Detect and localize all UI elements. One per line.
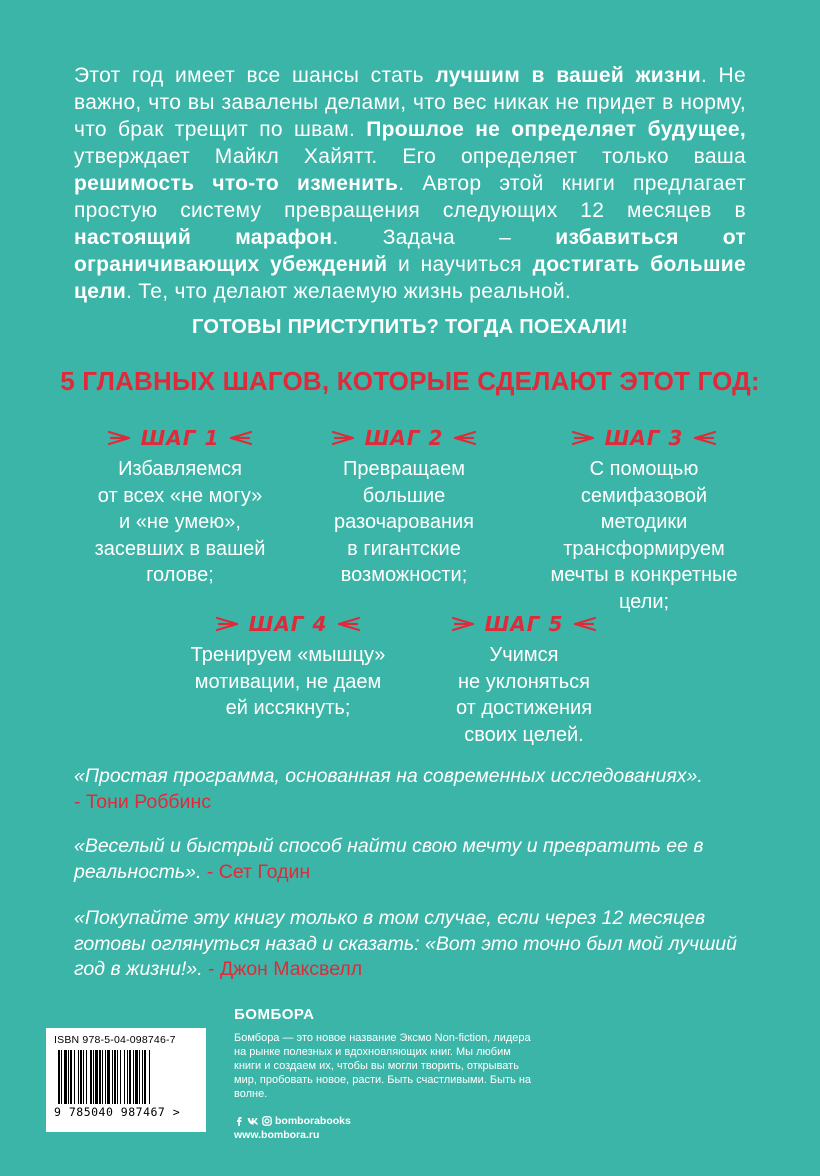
step-text-line: Тренируем «мышцу» (190, 644, 386, 666)
step-text-line: Учимся (489, 644, 559, 666)
step-text-line: трансформируем (563, 537, 725, 560)
step-text-line: от достижения (455, 697, 593, 719)
arrow-left-icon (451, 429, 477, 447)
barcode-bar (133, 1050, 134, 1104)
step-text-line: от всех «не могу» (97, 484, 263, 507)
step-5 (404, 610, 644, 748)
intro-text: . Автор этой книги предлагает простую систему превращения следующих 12 месяцев в (74, 172, 746, 222)
instagram-icon[interactable] (262, 1116, 272, 1126)
publisher-description: Бомбора — это новое название Эксмо Non-fiction, лидера на рынке полезных и вдохновляющих книг. Мы любим книги и создаем их, чтобы вы могли творить, открывать мир, пробовать новое, расти. Быть счастливыми. Быть на волне. (234, 1032, 532, 1100)
barcode-bar (144, 1050, 146, 1104)
step-label: ШАГ 1 (140, 426, 220, 450)
barcode-bar (83, 1050, 84, 1104)
barcode-bar (112, 1050, 113, 1104)
publisher-block (234, 1006, 534, 1141)
barcode-bar (80, 1050, 82, 1104)
facebook-icon[interactable] (234, 1116, 244, 1126)
barcode-bar (107, 1050, 110, 1104)
publisher-social (234, 1115, 534, 1127)
barcode-bar (114, 1050, 116, 1104)
barcode-bar (93, 1050, 94, 1104)
step-text-line: своих целей. (464, 723, 584, 746)
quote-author: - Джон Максвелл (208, 958, 363, 980)
intro-text: утверждает Майкл Хайятт. Его определяет только ваша (74, 145, 746, 168)
quote-author: - Тони Роббинс (74, 790, 211, 813)
barcode-bar (64, 1050, 67, 1104)
arrow-left-icon (571, 615, 597, 633)
step-label: ШАГ 5 (484, 612, 564, 636)
barcode-bar (105, 1050, 106, 1104)
intro-emphasis: лучшим в вашей жизни (435, 64, 701, 87)
quote-robbins (74, 764, 754, 815)
quote-maxwell (74, 906, 754, 983)
quote-text: «Веселый и быстрый способ найти свою мечту и превратить ее в реальность». (74, 835, 704, 883)
barcode-bar (61, 1050, 62, 1104)
step-text-line: мотивации, не даем (194, 670, 382, 693)
arrow-right-icon (451, 615, 477, 633)
arrow-right-icon (331, 429, 357, 447)
arrow-right-icon (571, 429, 597, 447)
barcode-bar (70, 1050, 72, 1104)
intro-emphasis: настоящий марафон (74, 226, 333, 249)
arrow-right-icon (215, 615, 241, 633)
isbn-barcode-box (46, 1028, 206, 1132)
step-text-line: методики (600, 511, 688, 533)
quote-text: «Покупайте эту книгу только в том случае, если через 12 месяцев готовы оглянуться назад и сказать: «Вот это точно был мой лучший год в жизни!». (74, 907, 737, 980)
step-4 (168, 610, 408, 722)
call-to-action: ГОТОВЫ ПРИСТУПИТЬ? ТОГДА ПОЕХАЛИ! (192, 316, 628, 338)
step-label: ШАГ 4 (248, 612, 328, 636)
step-text-line: засевших в вашей (94, 537, 266, 560)
step-text-line: большие (362, 484, 446, 507)
barcode-bar (86, 1050, 87, 1104)
intro-text: Этот год имеет все шансы стать (74, 64, 436, 87)
barcode-bar (129, 1050, 131, 1104)
quote-author: - Сет Годин (206, 860, 311, 883)
step-text-line: в гигантские (347, 537, 461, 560)
intro-text: . Те, что делают желаемую жизнь реальной. (126, 280, 572, 303)
barcode-bar (90, 1050, 92, 1104)
barcode-bar (127, 1050, 128, 1104)
isbn-digits: 9 785040 987467 > (54, 1105, 181, 1119)
step-text-line: голове; (146, 564, 214, 586)
barcode-bar (102, 1050, 103, 1104)
barcode-bar (149, 1050, 150, 1104)
arrow-right-icon (107, 429, 133, 447)
step-text-line: Превращаем (343, 458, 465, 480)
intro-text: и научиться (387, 253, 533, 276)
step-text-line: ей иссякнуть; (225, 697, 351, 719)
barcode-bar (95, 1050, 98, 1104)
vk-icon[interactable] (247, 1116, 259, 1126)
arrow-left-icon (335, 615, 361, 633)
barcode-bar (142, 1050, 143, 1104)
intro-paragraph (74, 62, 746, 305)
step-3 (524, 424, 764, 615)
arrow-left-icon (691, 429, 717, 447)
barcode-icon (54, 1050, 198, 1104)
intro-text: . Задача – (332, 226, 556, 249)
publisher-logo: БОМБОРА (234, 1006, 315, 1023)
step-text-line: не уклоняться (457, 670, 590, 693)
step-2 (286, 424, 522, 589)
barcode-bar (124, 1050, 125, 1104)
barcode-bar (74, 1050, 75, 1104)
publisher-website[interactable]: www.bombora.ru (234, 1129, 320, 1141)
step-text-line: семифазовой (580, 484, 708, 507)
barcode-bar (68, 1050, 69, 1104)
barcode-bar (135, 1050, 138, 1104)
step-text-line: Избавляемся (118, 458, 242, 480)
intro-emphasis: избавиться от ограничивающих убеждений (74, 226, 746, 276)
step-label: ШАГ 3 (604, 426, 684, 450)
step-text-line: цели; (618, 590, 670, 613)
barcode-bar (120, 1050, 121, 1104)
barcode-bar (99, 1050, 101, 1104)
barcode-bar (58, 1050, 60, 1104)
quote-text: «Простая программа, основанная на современных исследованиях». (74, 765, 703, 787)
intro-emphasis: Прошлое не определяет будущее, (366, 118, 746, 141)
step-text-line: мечты в конкретные (550, 564, 738, 586)
isbn-text: ISBN 978-5-04-098746-7 (54, 1034, 176, 1046)
step-label: ШАГ 2 (364, 426, 444, 450)
step-1 (60, 424, 300, 589)
barcode-bar (139, 1050, 140, 1104)
intro-text: . Не важно, что вы завалены делами, что вес никак не придет в норму, что брак трещит по швам. (74, 64, 747, 141)
step-text-line: возможности; (340, 564, 468, 586)
step-text-line: разочарования (333, 511, 474, 533)
barcode-bar (78, 1050, 79, 1104)
arrow-left-icon (227, 429, 253, 447)
intro-emphasis: решимость что-то изменить (74, 172, 399, 195)
steps-heading: 5 ГЛАВНЫХ ШАГОВ, КОТОРЫЕ СДЕЛАЮТ ЭТОТ ГОД: (60, 366, 760, 396)
step-text-line: и «не умею», (119, 511, 241, 533)
intro-emphasis: достигать большие цели (74, 253, 746, 303)
step-text-line: С помощью (589, 458, 699, 480)
social-handle[interactable]: bomborabooks (275, 1115, 351, 1127)
barcode-bar (117, 1050, 118, 1104)
quote-godin (74, 834, 754, 885)
